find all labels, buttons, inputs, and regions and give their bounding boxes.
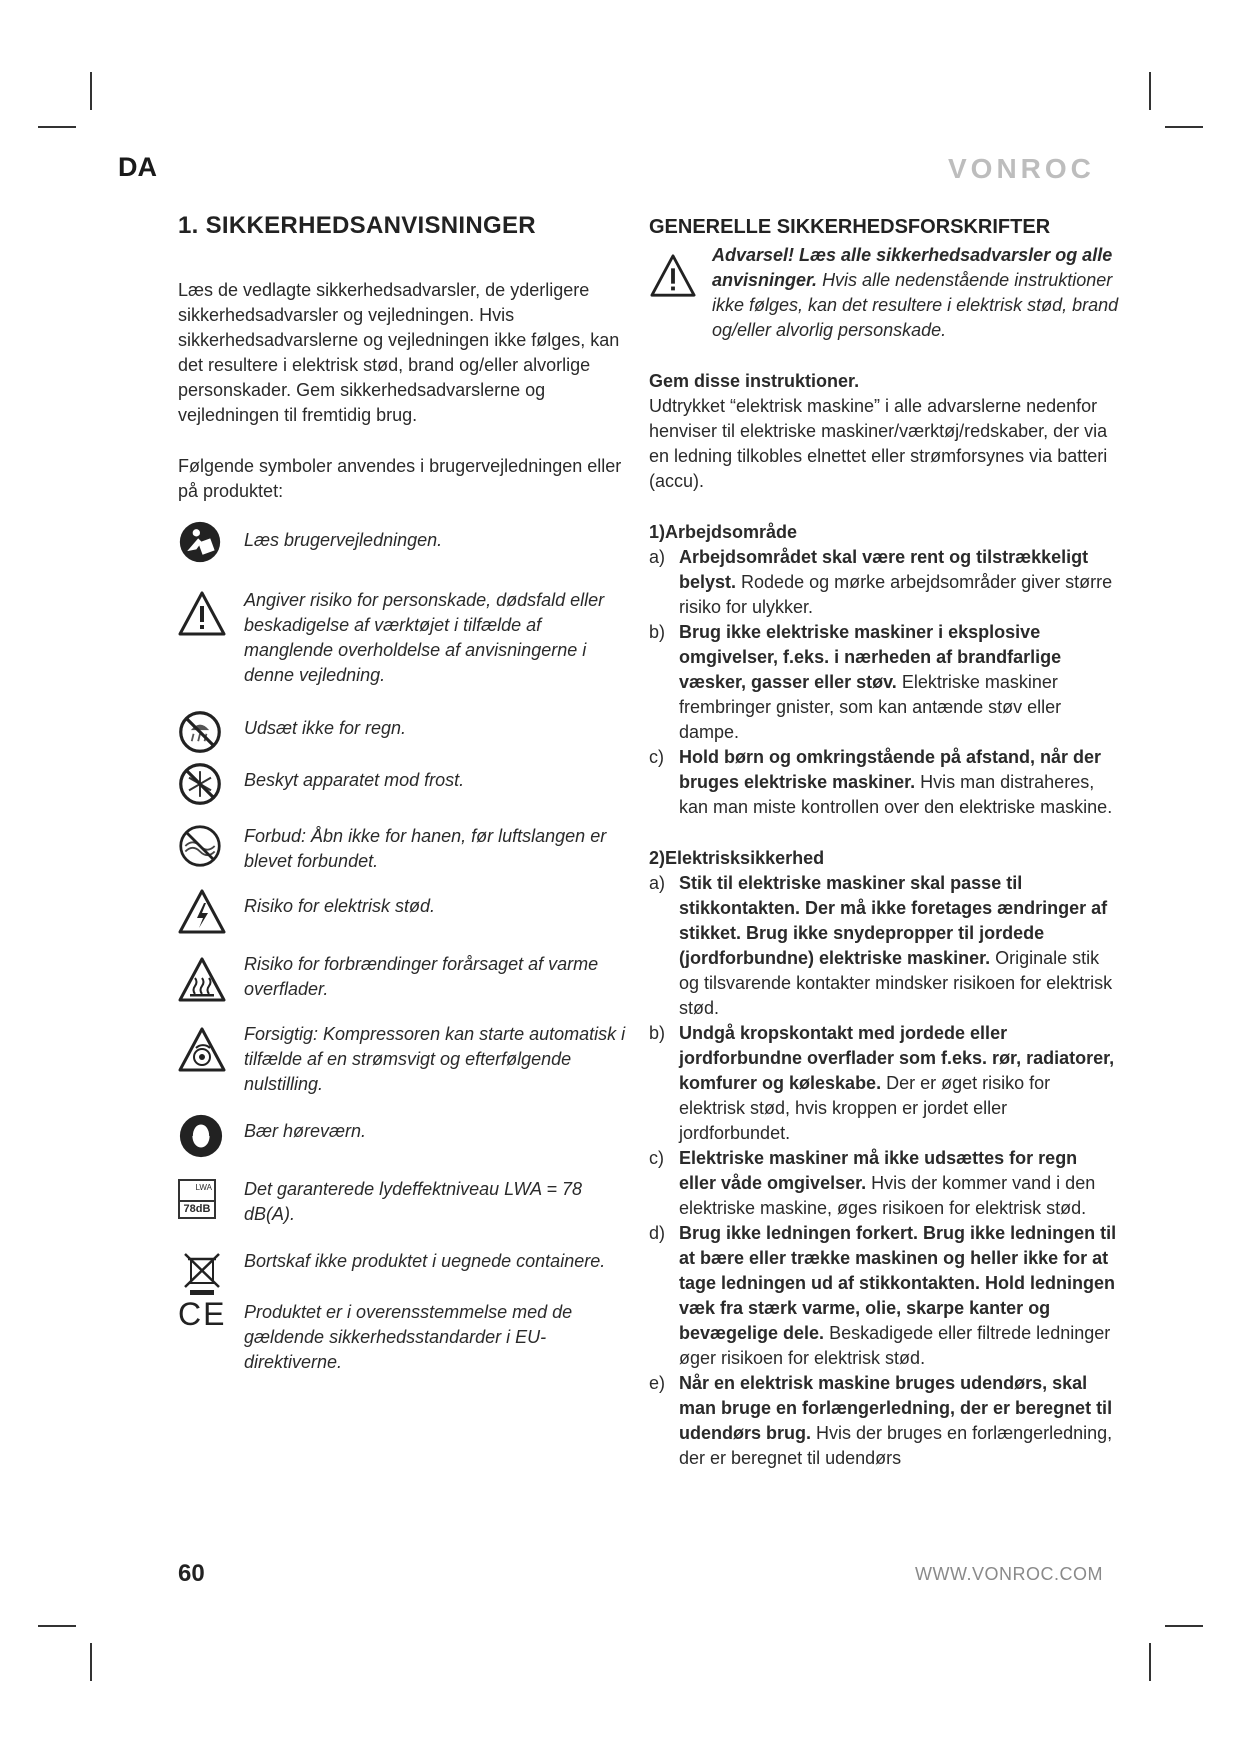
electric-shock-icon	[178, 888, 226, 936]
warning-text: Hvis alle nedenstående instruktioner ikke følges, kan det resultere i elektrisk stød, brand og/eller alvorlig personskade.	[712, 270, 1119, 340]
symbol-item	[178, 1119, 630, 1155]
symbol-item	[178, 952, 630, 1002]
crop-mark	[90, 72, 92, 110]
hot-surface-icon	[178, 956, 226, 1004]
crop-mark	[1149, 1643, 1151, 1681]
item-text: Der er øget risiko for elektrisk stød, hvis kroppen er jordet eller jordforbundet.	[679, 1073, 1051, 1143]
item-lead: Undgå kropskontakt med jordede eller jordforbundne overflader som f.eks. rør, radiatorer, komfurer og køleskabe.	[679, 1023, 1115, 1093]
section-title: 1. SIKKERHEDSANVISNINGER	[178, 212, 536, 239]
crop-mark	[38, 1625, 76, 1627]
symbol-item	[178, 716, 630, 752]
intro-paragraph: Læs de vedlagte sikkerhedsadvarsler, de yderligere sikkerhedsadvarsler og vejledningen. Hvis sikkerhedsadvarslerne og vejledningen ikke følges, kan det resultere i elektrisk stød, brand og/eller alvorlige personskader. Gem sikkerhedsadvarslerne og vejledningen til fremtidig brug.	[178, 280, 620, 425]
symbol-text: Angiver risiko for personskade, dødsfald eller beskadigelse af værktøjet i tilfælde af manglende overholdelse af anvisningerne i denne vejledning.	[244, 590, 605, 685]
warning-lead: Advarsel! Læs alle sikkerhedsadvarsler og alle anvisninger.	[712, 245, 1113, 290]
sound-level-icon	[178, 1179, 216, 1219]
list-item	[649, 871, 1119, 1021]
frost-protect-icon	[178, 762, 222, 806]
item-lead: Stik til elektriske maskiner skal passe til stikkontakten. Der må ikke foretages ændringer af stikket. Brug ikke snydepropper til jordede (jordforbundne) elektriske maskiner.	[679, 873, 1108, 968]
item-label: b)	[649, 1023, 666, 1043]
symbol-text: Forsigtig: Kompressoren kan starte automatisk i tilfælde af en strømsvigt og efterfølgende nulstilling.	[244, 1024, 626, 1094]
symbol-text: Bortskaf ikke produktet i uegnede containere.	[244, 1251, 606, 1271]
symbol-item	[178, 768, 630, 804]
crop-mark	[1149, 72, 1151, 110]
symbol-list	[178, 528, 630, 1375]
symbols-intro: Følgende symboler anvendes i brugervejledningen eller på produktet:	[178, 456, 622, 501]
item-lead: Hold børn og omkringstående på afstand, når der bruges elektriske maskiner.	[679, 747, 1102, 792]
brand-logo: VONROC	[948, 153, 1095, 184]
read-manual-icon	[178, 520, 222, 564]
list-item	[649, 1221, 1119, 1371]
sound-level-label: LWA	[195, 1183, 212, 1192]
item-lead: Brug ikke ledningen forkert. Brug ikke ledningen til at bære eller trække maskinen og heller ikke for at tage ledningen ud af stikkontakten. Hold ledningen væk fra stærk varme, olie, skarpe kanter og bevægelige dele.	[679, 1223, 1117, 1343]
symbol-text: Læs brugervejledningen.	[244, 530, 443, 550]
list-item	[649, 745, 1119, 820]
warning-triangle-icon	[649, 253, 697, 299]
ear-protection-icon	[178, 1113, 224, 1159]
item-lead: Brug ikke elektriske maskiner i eksplosive omgivelser, f.eks. i nærheden af brandfarlige væsker, gasser eller støv.	[679, 622, 1062, 692]
symbol-item	[178, 1177, 630, 1227]
item-label: e)	[649, 1373, 666, 1393]
symbol-item	[178, 1296, 630, 1375]
symbol-item	[178, 1022, 630, 1097]
ce-mark-icon: CE	[178, 1296, 227, 1332]
keep-instructions-text: Udtrykket “elektrisk maskine” i alle advarslerne nedenfor henviser til elektriske maskiner/værktøj/redskaber, der via en ledning tilkobles elnettet eller strømforsynes via batteri (accu).	[649, 396, 1108, 491]
symbol-text: Det garanterede lydeffektniveau LWA = 78 dB(A).	[244, 1179, 583, 1224]
no-open-tap-icon	[178, 824, 222, 868]
item-label: b)	[649, 622, 666, 642]
symbol-item	[178, 1249, 630, 1274]
right-column	[649, 216, 1119, 1471]
auto-start-icon	[178, 1026, 226, 1074]
crop-mark	[90, 1643, 92, 1681]
item-lead: Arbejdsområdet skal være rent og tilstrækkeligt belyst.	[679, 547, 1089, 592]
keep-instructions-title: Gem disse instruktioner.	[649, 371, 860, 391]
item-label: d)	[649, 1223, 666, 1243]
symbol-item	[178, 894, 630, 930]
item-lead: Når en elektrisk maskine bruges udendørs, skal man bruge en forlængerledning, der er beregnet til udendørs brug.	[679, 1373, 1113, 1443]
symbol-item	[178, 588, 630, 688]
website-url: WWW.VONROC.COM	[915, 1564, 1103, 1584]
sound-level-value: 78dB	[180, 1200, 214, 1217]
list-item	[649, 1021, 1119, 1146]
crop-mark	[1165, 126, 1203, 128]
item-label: c)	[649, 1148, 664, 1168]
language-code: DA	[118, 152, 157, 182]
item-text: Hvis der kommer vand i den elektriske maskine, øges risikoen for elektrisk stød.	[679, 1173, 1096, 1218]
wheelie-bin-icon	[178, 1249, 226, 1297]
list-item	[649, 620, 1119, 745]
item-text: Beskadigede eller filtrede ledninger øger risikoen for elektrisk stød.	[679, 1323, 1111, 1368]
symbol-text: Forbud: Åbn ikke for hanen, før luftslangen er blevet forbundet.	[244, 826, 607, 871]
symbol-text: Beskyt apparatet mod frost.	[244, 770, 465, 790]
symbol-text: Risiko for forbrændinger forårsaget af varme overflader.	[244, 954, 599, 999]
item-label: a)	[649, 547, 666, 567]
symbol-text: Bær høreværn.	[244, 1121, 367, 1141]
left-column	[178, 212, 630, 1375]
page-number: 60	[178, 1560, 205, 1587]
crop-mark	[38, 126, 76, 128]
warning-block	[649, 243, 1119, 343]
symbol-item	[178, 528, 630, 568]
item-text: Rodede og mørke arbejdsområder giver større risiko for ulykker.	[679, 572, 1113, 617]
item-text: Hvis man distraheres, kan man miste kontrollen over den elektriske maskine.	[679, 772, 1113, 817]
work-area-title: 1)Arbejdsområde	[649, 522, 798, 542]
warning-triangle-icon	[178, 590, 226, 638]
crop-mark	[1165, 1625, 1203, 1627]
symbol-item	[178, 824, 630, 874]
symbol-text: Udsæt ikke for regn.	[244, 718, 407, 738]
item-label: a)	[649, 873, 666, 893]
item-text: Originale stik og tilsvarende kontakter mindsker risikoen for elektrisk stød.	[679, 948, 1113, 1018]
no-rain-icon	[178, 710, 222, 754]
item-lead: Elektriske maskiner må ikke udsættes for regn eller våde omgivelser.	[679, 1148, 1078, 1193]
list-item	[649, 1371, 1119, 1471]
item-text: Elektriske maskiner frembringer gnister, som kan antænde støv eller dampe.	[679, 672, 1062, 742]
electrical-safety-title: 2)Elektrisksikkerhed	[649, 848, 825, 868]
list-item	[649, 1146, 1119, 1221]
item-label: c)	[649, 747, 664, 767]
symbol-text: Risiko for elektrisk stød.	[244, 896, 436, 916]
list-item	[649, 545, 1119, 620]
general-safety-title: GENERELLE SIKKERHEDSFORSKRIFTER	[649, 216, 1051, 238]
symbol-text: Produktet er i overensstemmelse med de gældende sikkerhedsstandarder i EU-direktiverne.	[244, 1302, 573, 1372]
item-text: Hvis der bruges en forlængerledning, der er beregnet til udendørs	[679, 1423, 1113, 1468]
